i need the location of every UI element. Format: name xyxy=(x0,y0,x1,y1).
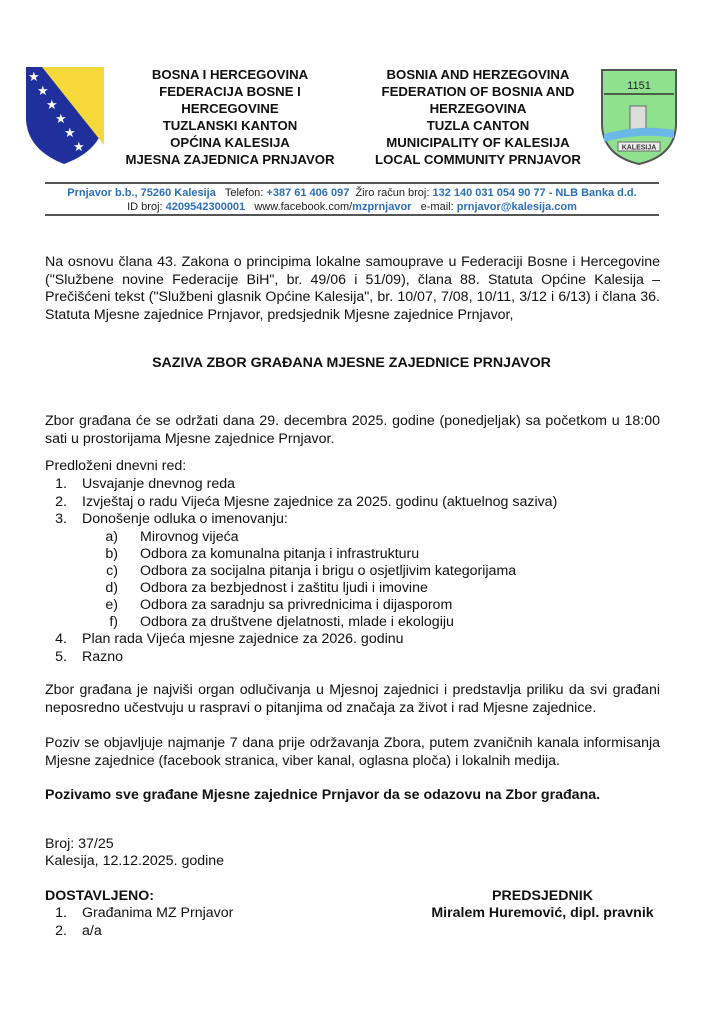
item-text: Plan rada Vijeća mjesne zajednice za 2026. godinu xyxy=(82,631,404,647)
header-left-line: MJESNA ZAJEDNICA PRNJAVOR xyxy=(125,152,335,167)
item-text: Usvajanje dnevnog reda xyxy=(82,476,236,492)
item-number: 1. xyxy=(55,476,67,492)
header-right-block xyxy=(358,66,598,168)
emblem-year: 1151 xyxy=(627,80,651,92)
item-text: Odbora za saradnju sa privrednicima i dijasporom xyxy=(140,597,453,613)
meeting-paragraph: Zbor građana će se održati dana 29. decembra 2025. godine (ponedjeljak) sa početkom u 18:00 sati u prostorijama Mjesne zajednice Prnjavor. xyxy=(45,413,660,447)
item-text: Donošenje odluka o imenovanju: xyxy=(82,511,288,527)
header-right-line: MUNICIPALITY OF KALESIJA xyxy=(386,135,570,150)
account: 132 140 031 054 90 77 - NLB Banka d.d. xyxy=(432,187,637,199)
item-number: 5. xyxy=(55,649,67,665)
item-text: a/a xyxy=(82,923,102,939)
id-label: ID broj: xyxy=(127,201,163,213)
facebook-handle: mzprnjavor xyxy=(352,201,412,213)
item-number: 1. xyxy=(55,905,67,921)
phone: +387 61 406 097 xyxy=(266,187,350,199)
item-text: Odbora za društvene djelatnosti, mlade i ekologiju xyxy=(140,614,454,630)
item-letter: f) xyxy=(109,614,118,630)
header-left-line: BOSNA I HERCEGOVINA xyxy=(151,67,309,82)
poziv-paragraph: Poziv se objavljuje najmanje 7 dana prije održavanja Zbora, putem zvaničnih kanala informisanja Mjesne zajednice (facebook stranica, viber kanal, oglasna ploča) i lokalnih medija. xyxy=(45,735,660,769)
svg-text:★: ★ xyxy=(28,69,40,84)
document-number: Broj: 37/25 xyxy=(45,836,114,852)
item-text: Odbora za bezbjednost i zaštitu ljudi i imovine xyxy=(140,580,428,596)
signature-title: PREDSJEDNIK xyxy=(492,888,593,904)
kalesija-emblem-icon xyxy=(600,68,678,166)
item-number: 2. xyxy=(55,923,67,939)
header-right-line: LOCAL COMMUNITY PRNJAVOR xyxy=(375,152,581,167)
header-right-line: TUZLA CANTON xyxy=(426,118,530,133)
bih-coat-of-arms-icon xyxy=(24,65,106,165)
facebook-link[interactable] xyxy=(254,201,411,213)
header-left-block xyxy=(110,66,350,168)
header-left-line: OPĆINA KALESIJA xyxy=(170,135,290,150)
item-letter: b) xyxy=(105,546,118,562)
item-letter: e) xyxy=(105,597,118,613)
svg-text:★: ★ xyxy=(37,83,49,98)
header-right-line: FEDERATION OF BOSNIA AND xyxy=(381,84,575,99)
agenda-label: Predloženi dnevni red: xyxy=(45,458,187,474)
svg-text:★: ★ xyxy=(64,125,76,140)
place-date: Kalesija, 12.12.2025. godine xyxy=(45,853,225,869)
intro-paragraph: Na osnovu člana 43. Zakona o principima lokalne samouprave u Federaciji Bosne i Hercegovine ("Službene novine Federacije BiH", br. 49/06 i 51/09), člana 88. Statuta Općine Kalesija – Prečišćeni tekst ("Službeni glasnik Općine Kalesija", br. 10/07, 7/08, 10/11, 3/12 i 6/13) i člana 36. Statuta Mjesne zajednice Prnjavor, predsjednik Mjesne zajednice Prnjavor, xyxy=(45,254,660,323)
email-link[interactable]: prnjavor@kalesija.com xyxy=(456,201,577,213)
signature-name: Miralem Huremović, dipl. pravnik xyxy=(431,905,654,921)
item-text: Odbora za socijalna pitanja i brigu o osjetljivim kategorijama xyxy=(140,563,517,579)
item-text: Građanima MZ Prnjavor xyxy=(82,905,234,921)
facebook-prefix: www.facebook.com/ xyxy=(254,201,353,213)
item-number: 2. xyxy=(55,494,67,510)
item-number: 3. xyxy=(55,511,67,527)
document-title: SAZIVA ZBOR GRAĐANA MJESNE ZAJEDNICE PRNJAVOR xyxy=(152,355,551,371)
header-left-line: HERCEGOVINE xyxy=(181,101,279,116)
item-text: Mirovnog vijeća xyxy=(140,529,239,545)
svg-text:★: ★ xyxy=(55,111,67,126)
svg-text:★: ★ xyxy=(46,97,58,112)
item-letter: c) xyxy=(106,563,118,579)
account-label: Žiro račun broj: xyxy=(355,187,430,199)
email-label: e-mail: xyxy=(420,201,454,213)
item-text: Izvještaj o radu Vijeća Mjesne zajednice za 2025. godinu (aktuelnog saziva) xyxy=(82,494,558,510)
header-right-line: BOSNIA AND HERZEGOVINA xyxy=(386,67,570,82)
svg-text:★: ★ xyxy=(73,139,85,154)
contact-line-2 xyxy=(45,200,659,214)
delivered-label: DOSTAVLJENO: xyxy=(45,888,155,904)
zbor-paragraph: Zbor građana je najviši organ odlučivanja u Mjesnoj zajednici i predstavlja priliku da svi građani neposredno učestvuju u raspravi o pitanjima od značaja za život i rad Mjesne zajednice. xyxy=(45,682,660,716)
header-rule-top xyxy=(45,182,659,184)
item-text: Razno xyxy=(82,649,124,665)
emblem-banner: KALESIJA xyxy=(621,144,657,152)
item-letter: d) xyxy=(105,580,118,596)
phone-label: Telefon: xyxy=(224,187,264,199)
contact-line-1 xyxy=(45,186,659,200)
item-text: Odbora za komunalna pitanja i infrastrukturu xyxy=(140,546,420,562)
header-rule-bottom xyxy=(45,214,659,216)
invitation-text: Pozivamo sve građane Mjesne zajednice Prnjavor da se odazovu na Zbor građana. xyxy=(45,787,601,803)
address: Prnjavor b.b., 75260 Kalesija xyxy=(67,187,216,199)
header-left-line: FEDERACIJA BOSNE I xyxy=(159,84,301,99)
id-number: 4209542300001 xyxy=(165,201,246,213)
header-left-line: TUZLANSKI KANTON xyxy=(162,118,298,133)
header-right-line: HERZEGOVINA xyxy=(429,101,527,116)
item-letter: a) xyxy=(105,529,118,545)
item-number: 4. xyxy=(55,631,67,647)
